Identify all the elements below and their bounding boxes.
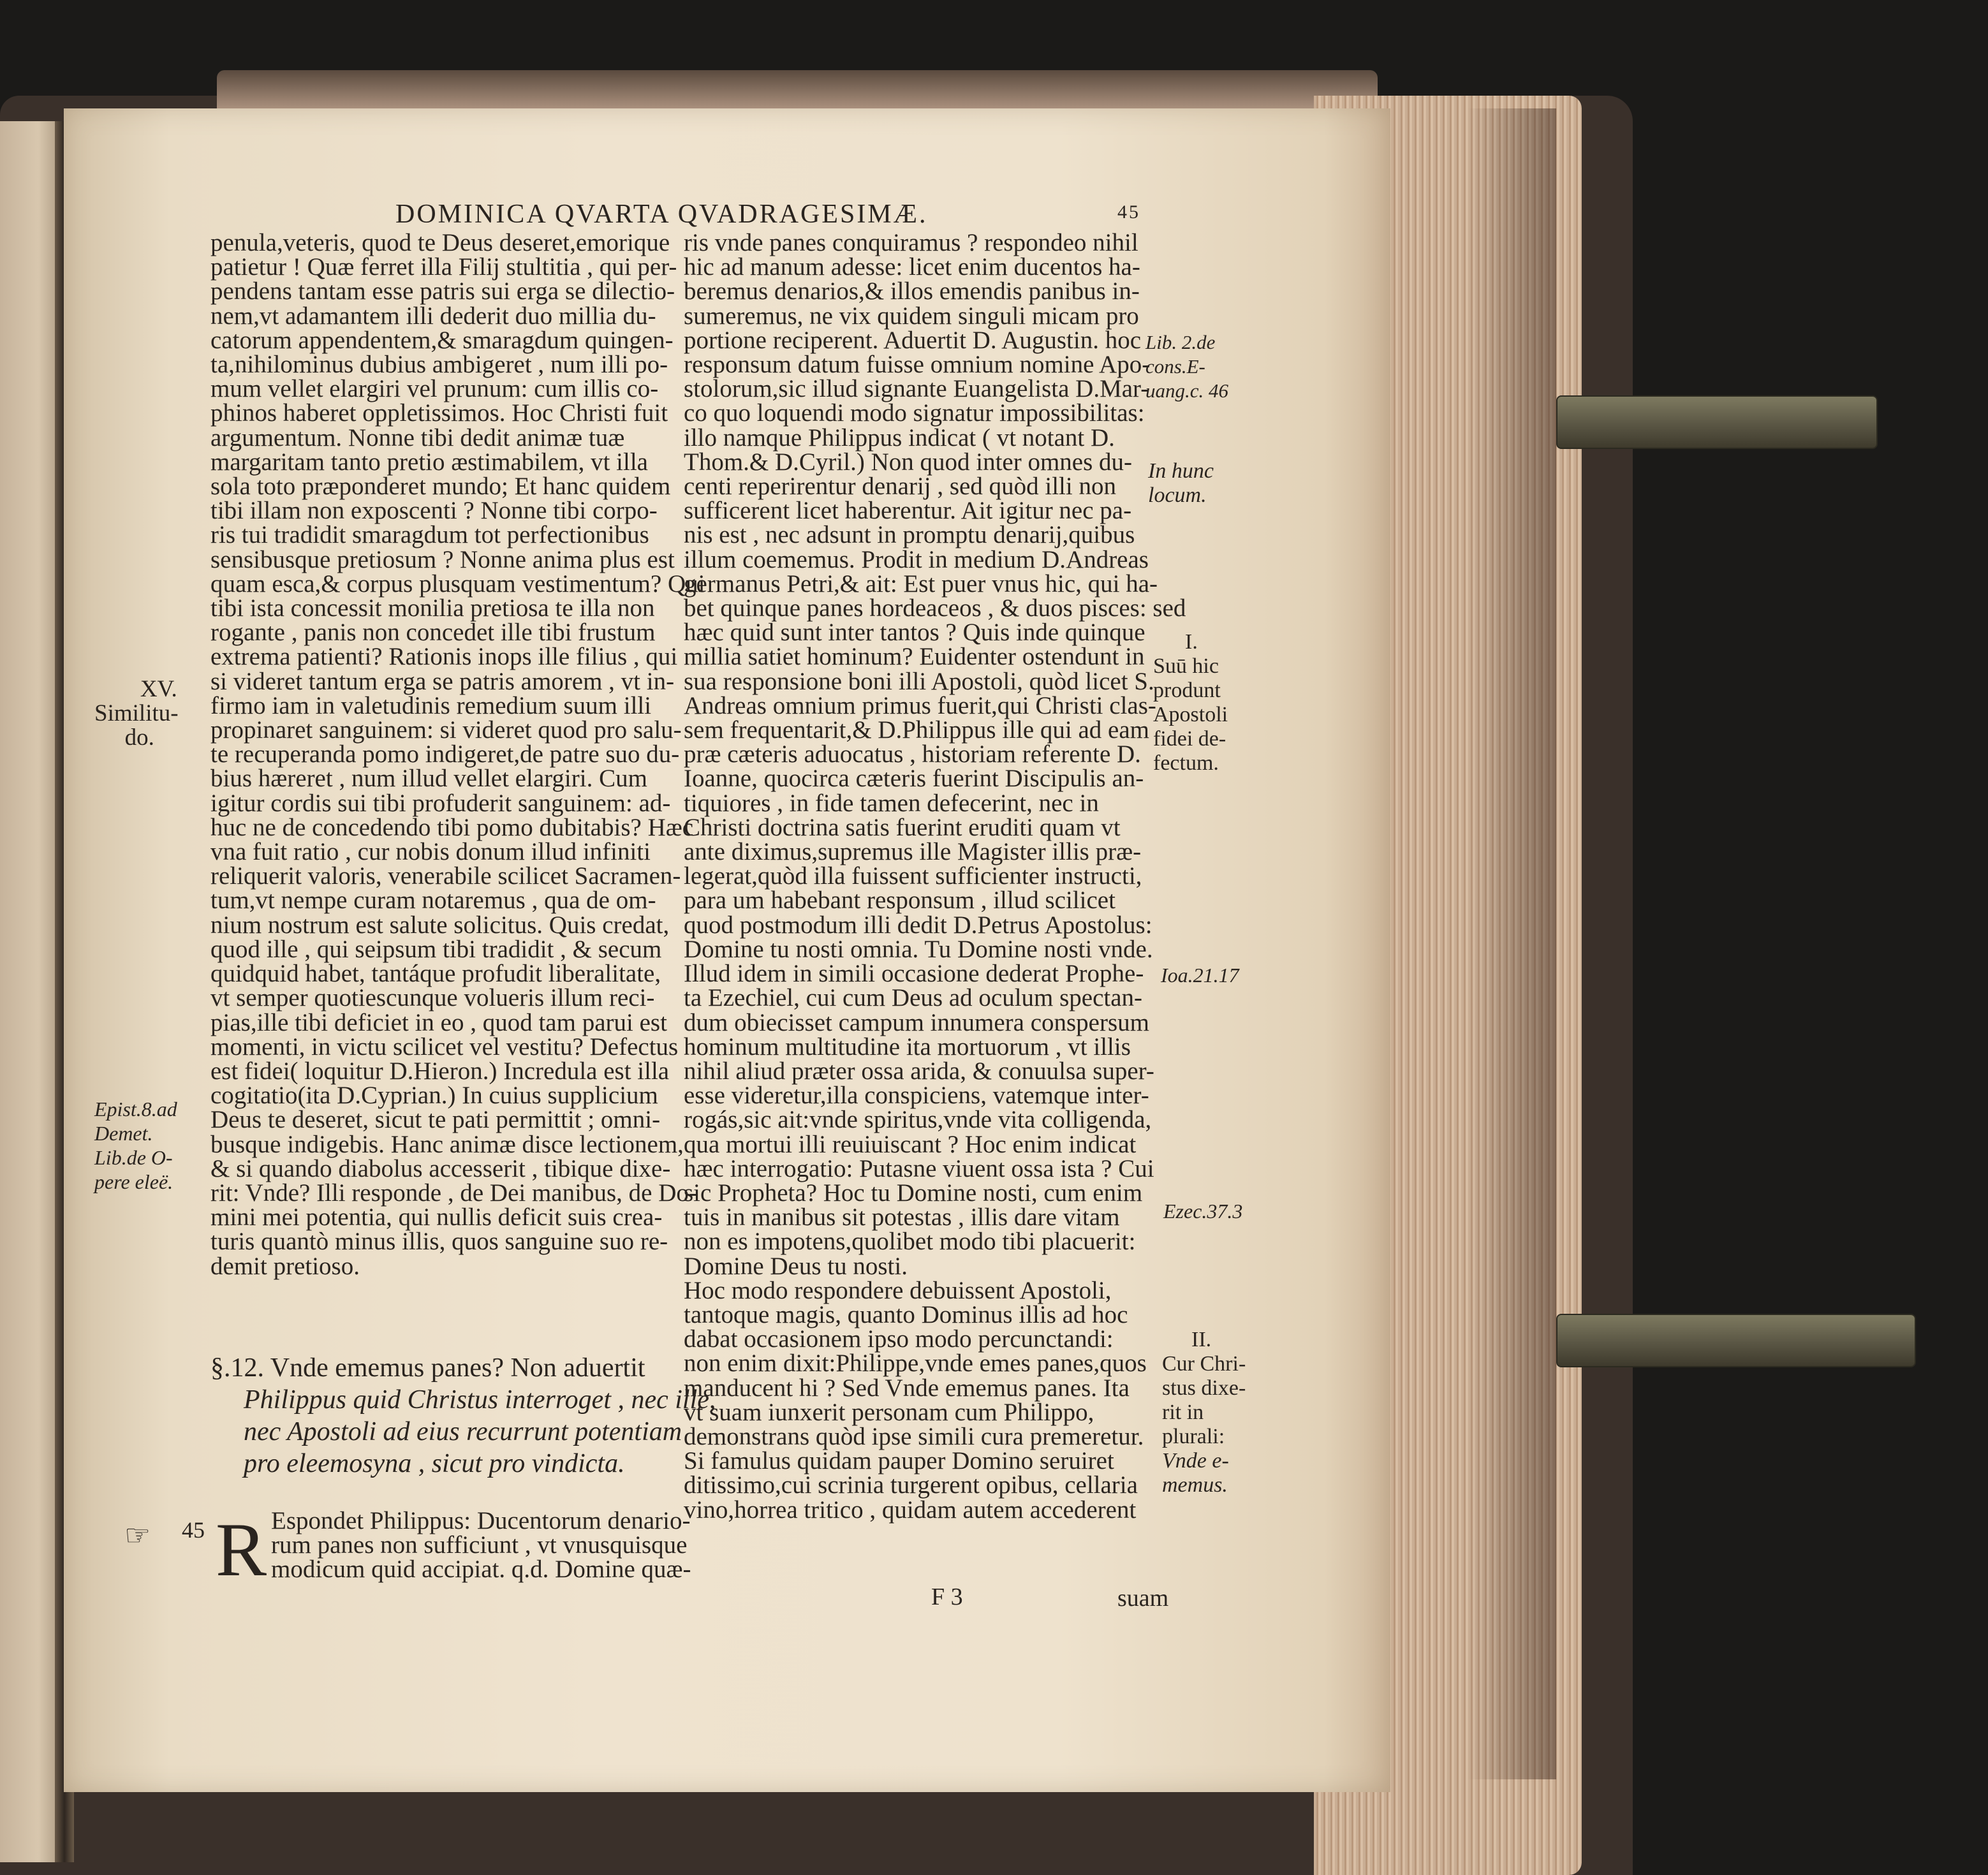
text-line: Ioanne, quocirca cæteris fuerint Discipulis an-	[684, 765, 1144, 793]
text-line: sufficerent licet haberentur. Ait igitur nec pa-	[684, 497, 1132, 525]
text-line: manducent hi ? Sed Vnde ememus panes. Ita	[684, 1374, 1130, 1402]
text-line: tibi ista concessit monilia pretiosa te illa non	[210, 594, 655, 622]
text-line: ris tui tradidit smaragdum tot perfectionibus	[210, 521, 649, 549]
text-line: responsum datum fuisse omnium nomine Apo-	[684, 351, 1151, 379]
text-line: beremus denarios,& illos emendis panibus in-	[684, 277, 1140, 305]
text-line: sic Propheta? Hoc tu Domine nosti, cum enim	[684, 1179, 1143, 1207]
drop-cap: R	[216, 1507, 267, 1592]
text-line: tantoque magis, quanto Dominus illis ad hoc	[684, 1300, 1128, 1328]
text-line: hominum multitudine ita mortuorum , vt illis	[684, 1033, 1131, 1061]
text-line: legerat,quòd illa fuissent sufficienter instructi,	[684, 862, 1142, 890]
text-line: demit pretioso.	[210, 1252, 360, 1280]
text-line: cogitatio(ita D.Cyprian.) In cuius supplicium	[210, 1082, 658, 1110]
text-line: tuis in manibus sit potestas , illis dare vitam	[684, 1203, 1120, 1232]
text-line: pendens tantam esse patris sui erga se dilectio-	[210, 277, 675, 305]
text-line: ris vnde panes conquiramus ? respondeo nihil	[684, 229, 1138, 256]
text-line: propinaret sanguinem: si videret quod pro salu-	[210, 716, 682, 744]
text-line: Illud idem in simili occasione dederat Prophe-	[684, 960, 1144, 988]
text-line: sumeremus, ne vix quidem singuli micam pro	[684, 302, 1139, 330]
margin-note-augustin: Lib. 2.de cons.E- uang.c. 46	[1145, 331, 1229, 402]
text-line: nem,vt adamantem illi dederit duo millia du-	[210, 302, 656, 330]
text-line: quod postmodum illi dedit D.Petrus Apostolus:	[684, 911, 1152, 939]
section-number: §.12.	[210, 1353, 264, 1383]
text-line: tibi illam non exposcenti ? Nonne tibi corpo-	[210, 497, 658, 525]
text-line: Christi doctrina satis fuerint eruditi quam vt	[684, 813, 1121, 841]
final-paragraph: Espondet Philippus: Ducentorum denario- rum panes non sufficiunt , vt vnusquisque modicum quid accipiat. q.d. Domine quæ-	[271, 1507, 691, 1584]
text-line: est fidei( loquitur D.Hieron.) Incredula est illa	[210, 1057, 670, 1085]
text-line: nis est , nec adsunt in promptu denarij,quibus	[684, 521, 1135, 549]
text-line: portione reciperent. Aduertit D. Augustin. hoc	[684, 326, 1142, 354]
text-line: Thom.& D.Cyril.) Non quod inter omnes du-	[684, 448, 1133, 476]
text-line: illum coememus. Prodit in medium D.Andreas	[684, 545, 1149, 573]
text-line: huc ne de concedendo tibi pomo dubitabis? Hæc	[210, 813, 694, 841]
text-line: firmo iam in valetudinis remedium suum illi	[210, 691, 652, 719]
margin-note-in-hunc: In hunc locum.	[1148, 459, 1214, 507]
text-line: nihil aliud præter ossa arida, & conuulsa super-	[684, 1057, 1154, 1085]
text-line: vt semper quotiescunque volueris illum reci-	[210, 984, 655, 1012]
margin-note-point-one: I. Suū hic produnt Apostoli fidei de- fectum.	[1153, 630, 1228, 775]
text-line: argumentum. Nonne tibi dedit animæ tuæ	[210, 423, 625, 452]
text-line: germanus Petri,& ait: Est puer vnus hic, qui ha-	[684, 570, 1158, 598]
text-line: rit: Vnde? Illi responde , de Dei manibus, de Do-	[210, 1179, 697, 1207]
text-line: margaritam tanto pretio æstimabilem, vt illa	[210, 448, 648, 476]
text-line: non es impotens,quolibet modo tibi placuerit:	[684, 1228, 1136, 1256]
text-line: si videret tantum erga se patris amorem , vt in-	[210, 667, 675, 695]
text-line: millia satiet hominum? Euidenter ostendunt in	[684, 643, 1145, 671]
text-line: nium nostrum est salute solicitus. Quis credat,	[210, 911, 670, 939]
text-line: sola toto præponderet mundo; Et hanc quidem	[210, 473, 671, 501]
text-line: rogás,sic ait:vnde spiritus,vnde vita colligenda,	[684, 1106, 1152, 1134]
text-line: tiquiores , in fide tamen defecerint, nec in	[684, 789, 1099, 817]
margin-note-similitudo: XV. Similitu- do.	[94, 676, 179, 751]
text-line: quam esca,& corpus plusquam vestimentum? Qui	[210, 570, 705, 598]
text-line: Hoc modo respondere debuissent Apostoli,	[684, 1276, 1112, 1304]
section-heading: §.12. Vnde ememus panes? Non aduertit Philippus quid Christus interroget , nec ille, nec Apostoli ad eius recurrunt potentiam pro eleemosyna , sicut pro vindicta.	[210, 1353, 716, 1478]
text-line: Andreas omnium primus fuerit,qui Christi clas-	[684, 691, 1156, 719]
text-line: mini mei potentia, qui nullis deficit suis crea-	[210, 1203, 663, 1232]
text-line: bet quinque panes hordeaceos , & duos pisces: sed	[684, 594, 1186, 622]
text-line: dabat occasionem ipso modo percunctandi:	[684, 1325, 1114, 1353]
text-line: reliquerit valoris, venerabile scilicet Sacramen-	[210, 862, 681, 890]
margin-note-ezec: Ezec.37.3	[1163, 1200, 1243, 1223]
text-line: busque indigebis. Hanc animæ disce lectionem,	[210, 1130, 684, 1158]
text-line: sem frequentarit,& D.Philippus ille qui ad eam	[684, 716, 1150, 744]
text-line: ante diximus,supremus ille Magister illis præ-	[684, 838, 1142, 866]
text-line: vino,horrea tritico , quidam autem accederent	[684, 1496, 1137, 1524]
running-title: DOMINICA QVARTA QVADRAGESIMÆ.	[395, 200, 928, 229]
text-line: quod ille , qui seipsum tibi tradidit , & secum	[210, 935, 662, 963]
text-line: præ cæteris aduocatus , historiam referente D.	[684, 740, 1141, 768]
text-line: penula,veteris, quod te Deus deseret,emorique	[210, 229, 670, 256]
left-text-column	[210, 231, 705, 1279]
pointing-hand-icon: ☞	[124, 1519, 151, 1552]
text-line: ta Ezechiel, cui cum Deus ad oculum spectan-	[684, 984, 1143, 1012]
text-line: tum,vt nempe curam notaremus , qua de om-	[210, 886, 656, 915]
text-line: phinos haberet oppletissimos. Hoc Christi fuit	[210, 399, 668, 427]
text-line: patietur ! Quæ ferret illa Filij stultitia , qui per-	[210, 253, 677, 281]
text-line: quidquid habet, tantáque profudit liberalitate,	[210, 960, 661, 988]
margin-note-citations: Epist.8.ad Demet. Lib.de O- pere eleë.	[94, 1098, 177, 1193]
text-line: non enim dixit:Philippe,vnde emes panes,quos	[684, 1349, 1147, 1378]
text-line: Domine Deus tu nosti.	[684, 1252, 908, 1280]
page-stack-shadow	[1467, 108, 1556, 1779]
text-line: mum vellet elargiri vel prunum: cum illis co-	[210, 375, 659, 403]
text-line: sua responsione boni illi Apostoli, quòd licet S.	[684, 667, 1154, 695]
text-line: hæc interrogatio: Putasne viuent ossa ista ? Cui	[684, 1154, 1154, 1182]
text-line: pias,ille tibi deficiet in eo , quod tam parui est	[210, 1008, 667, 1036]
text-line: bius hæreret , num illud vellet elargiri. Cum	[210, 765, 647, 793]
text-line: hæc quid sunt inter tantos ? Quis inde quinque	[684, 619, 1145, 647]
text-line: centi reperirentur denarij , sed quòd illi non	[684, 473, 1116, 501]
text-line: stolorum,sic illud signante Euangelista D.Mar-	[684, 375, 1149, 403]
text-line: Si famulus quidam pauper Domino seruiret	[684, 1447, 1114, 1475]
text-line: igitur cordis sui tibi profuderit sanguinem: ad-	[210, 789, 671, 817]
text-line: para um habebant responsum , illud scilicet	[684, 886, 1115, 915]
signature-mark: F 3	[931, 1584, 963, 1610]
text-line: te recuperanda pomo indigeret,de patre suo du-	[210, 740, 680, 768]
lower-clasp	[1556, 1314, 1916, 1367]
text-line: sensibusque pretiosum ? Nonne anima plus est	[210, 545, 675, 573]
margin-note-ioan: Ioa.21.17	[1161, 964, 1239, 987]
text-line: momenti, in victu scilicet vel vestitu? Defectus	[210, 1033, 679, 1061]
text-line: extrema patienti? Rationis inops ille filius , qui	[210, 643, 678, 671]
text-line: demonstrans quòd ipse simili cura premeretur.	[684, 1422, 1144, 1450]
text-line: dum obiecisset campum innumera conspersum	[684, 1008, 1149, 1036]
text-line: & si quando diabolus accesserit , tibique dixe-	[210, 1154, 671, 1182]
text-line: co quo loquendi modo signatur impossibilitas:	[684, 399, 1145, 427]
text-line: Deus te deseret, sicut te pati permittit ; omni-	[210, 1106, 661, 1134]
page-number: 45	[1117, 202, 1140, 223]
text-line: Domine tu nosti omnia. Tu Domine nosti vnde.	[684, 935, 1153, 963]
margin-note-point-two: II. Cur Chri- stus dixe- rit in plurali: Vnde e- memus.	[1162, 1328, 1246, 1497]
text-line: vna fuit ratio , cur nobis donum illud infiniti	[210, 838, 651, 866]
text-line: esse videretur,illa conspiciens, vatemque inter-	[684, 1082, 1149, 1110]
text-line: illo namque Philippus indicat ( vt notant D.	[684, 423, 1115, 452]
text-line: catorum appendentem,& smaragdum quingen-	[210, 326, 674, 354]
marginal-number: 45	[182, 1517, 205, 1543]
text-line: ditissimo,cui scrinia turgerent opibus, cellaria	[684, 1471, 1138, 1499]
text-line: turis quantò minus illis, quos sanguine suo re-	[210, 1228, 668, 1256]
text-line: ta,nihilominus dubius ambigeret , num illi po-	[210, 351, 668, 379]
text-line: hic ad manum adesse: licet enim ducentos ha-	[684, 253, 1140, 281]
facing-page-edge	[0, 121, 64, 1862]
text-line: vt suam iunxerit personam cum Philippo,	[684, 1398, 1094, 1426]
text-line: qua mortui illi reuiuiscant ? Hoc enim indicat	[684, 1130, 1137, 1158]
upper-clasp	[1556, 395, 1878, 449]
catchword: suam	[1117, 1585, 1169, 1612]
right-text-column	[684, 231, 1186, 1522]
text-line: rogante , panis non concedet ille tibi frustum	[210, 619, 656, 647]
